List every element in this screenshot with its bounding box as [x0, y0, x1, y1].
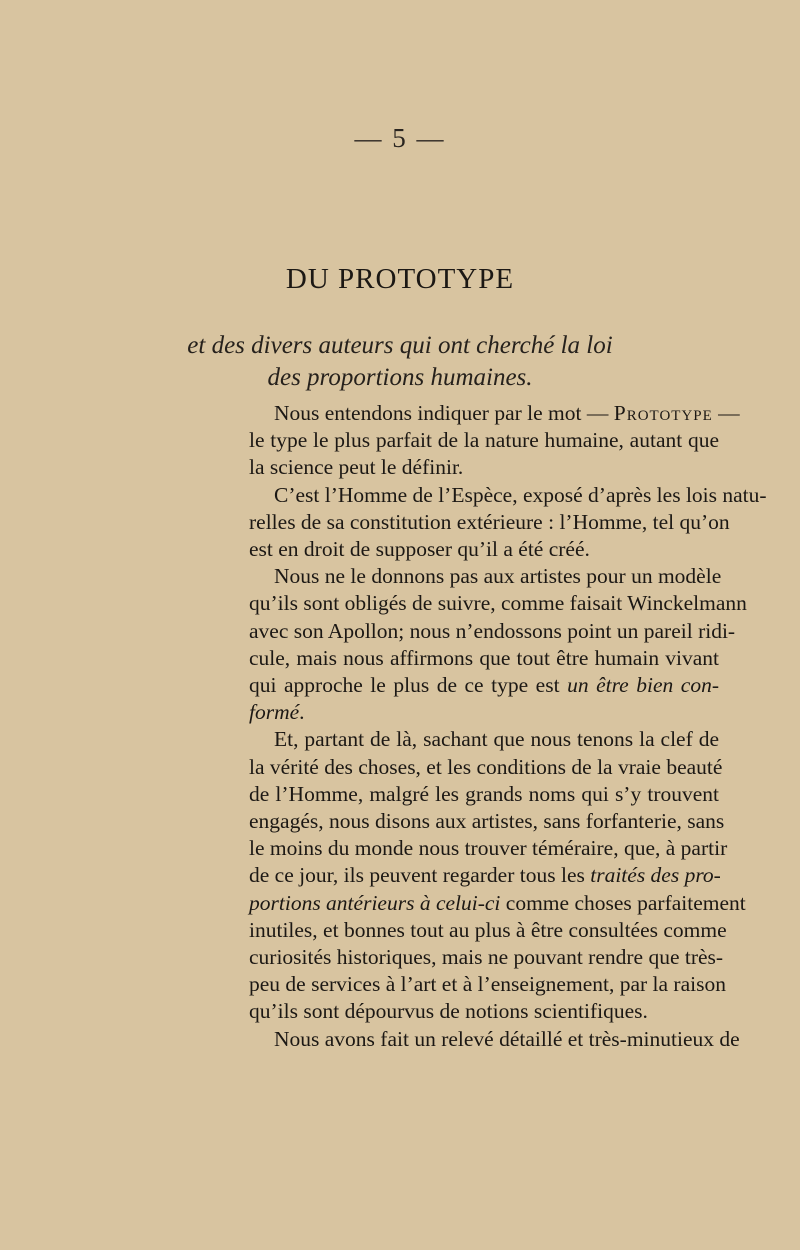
text-run: qui approche le plus de ce type est — [249, 673, 568, 698]
text-line — [249, 672, 719, 699]
text-line: relles de sa constitution extérieure : l’Homme, tel qu’on — [249, 509, 730, 534]
paragraph — [249, 726, 746, 1025]
text-run: Nous entendons indiquer par le mot — — [274, 401, 614, 425]
text-line: le type le plus parfait de la nature humaine, autant que — [249, 428, 719, 453]
text-line: qu’ils sont obligés de suivre, comme faisait Winckelmann — [249, 591, 747, 616]
text-run: de ce jour, ils peuvent regarder tous les — [249, 863, 591, 888]
text-line: engagés, nous disons aux artistes, sans forfanterie, sans — [249, 809, 725, 834]
text-line: la vérité des choses, et les conditions de la vraie beauté — [249, 754, 723, 779]
italic-run: formé — [249, 700, 300, 725]
text-line: qu’ils sont dépourvus de notions scientifiques. — [249, 999, 648, 1024]
text-line: C’est l’Homme de l’Espèce, exposé d’après les lois natu- — [274, 482, 767, 507]
page-number: — 5 — — [354, 123, 446, 153]
text-line: avec son Apollon; nous n’endossons point un pareil ridi- — [249, 618, 736, 643]
paragraph — [249, 563, 747, 726]
text-line: Et, partant de là, sachant que nous tenons la clef de — [274, 727, 719, 752]
chapter-subtitle — [0, 330, 800, 394]
subtitle-line: des proportions humaines. — [267, 364, 533, 391]
text-line — [249, 400, 740, 427]
italic-run: portions antérieurs à celui-ci — [249, 890, 501, 915]
text-line: inutiles, et bonnes tout au plus à être consultées comme — [249, 917, 727, 942]
text-line: Nous ne le donnons pas aux artistes pour un modèle — [274, 564, 722, 589]
paragraph — [249, 400, 740, 482]
text-line: de l’Homme, malgré les grands noms qui s’y trouvent — [249, 781, 719, 806]
italic-run: un être bien con- — [567, 673, 719, 698]
text-run: . — [299, 700, 305, 725]
text-line — [249, 862, 719, 889]
text-line: curiosités historiques, mais ne pouvant rendre que très- — [249, 945, 724, 970]
text-run: — — [712, 401, 740, 425]
chapter-title: DU PROTOTYPE — [285, 263, 515, 295]
paragraph — [249, 1026, 740, 1053]
paragraph — [249, 482, 767, 564]
text-line: cule, mais nous affirmons que tout être humain vivant — [249, 645, 719, 670]
body-text — [249, 400, 767, 1053]
text-line — [249, 890, 746, 917]
text-line: peu de services à l’art et à l’enseignement, par la raison — [249, 972, 726, 997]
text-line: est en droit de supposer qu’il a été créé. — [249, 537, 590, 562]
text-line: le moins du monde nous trouver téméraire, que, à partir — [249, 836, 728, 861]
prototype-term: Prototype — [613, 401, 713, 425]
text-line — [249, 699, 719, 726]
italic-run: traités des pro- — [590, 863, 721, 888]
text-run: comme choses parfaitement — [500, 890, 746, 915]
text-line: Nous avons fait un relevé détaillé et très-minutieux de — [274, 1026, 740, 1051]
subtitle-line: et des divers auteurs qui ont cherché la loi — [187, 332, 613, 359]
text-line: la science peut le définir. — [249, 455, 464, 480]
